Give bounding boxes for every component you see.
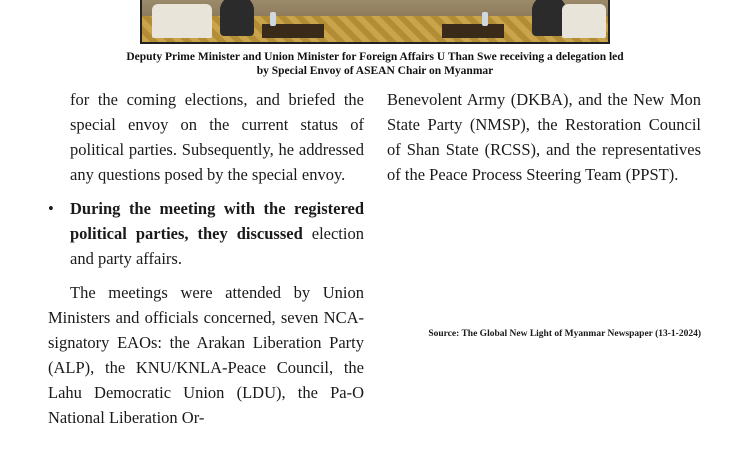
right-column: [387, 87, 701, 187]
bullet-bold-text: During the meeting with the registered political parties, they discussed: [70, 199, 364, 243]
left-paragraph-2: The meetings were attended by Union Ministers and officials concerned, seven NCA-signatory EAOs: the Arakan Liberation Party (ALP), the KNU/KNLA-Peace Council, the Lahu Democratic Union (LDU), the Pa-O National Liberation Or-: [48, 283, 364, 427]
photo-bottle: [270, 12, 276, 26]
photo-table: [262, 24, 324, 38]
photo-chair: [152, 4, 212, 38]
photo-person: [532, 0, 566, 36]
source-credit: Source: The Global New Light of Myanmar Newspaper (13-1-2024): [428, 329, 701, 339]
left-column: [48, 87, 364, 430]
bullet-text: election and party affairs.: [70, 224, 364, 268]
meeting-photo: [140, 0, 610, 44]
photo-bottle: [482, 12, 488, 26]
bullet-item: [48, 196, 364, 271]
photo-chair: [562, 4, 606, 38]
left-paragraph-1: for the coming elections, and briefed the special envoy on the current status of political parties. Subsequently, he addressed any questions posed by the special envoy.: [70, 90, 364, 184]
caption-line-1: Deputy Prime Minister and Union Minister for Foreign Affairs U Than Swe receiving a delegation led: [126, 51, 624, 63]
caption-line-2: by Special Envoy of ASEAN Chair on Myanmar: [256, 65, 494, 77]
right-paragraph-1: Benevolent Army (DKBA), and the New Mon State Party (NMSP), the Restoration Council of Shan State (RCSS), and the representatives of the Peace Process Steering Team (PPST).: [387, 90, 701, 184]
bullet-dot: •: [48, 199, 54, 218]
photo-person: [220, 0, 254, 36]
photo-table: [442, 24, 504, 38]
photo-caption: [60, 50, 690, 78]
